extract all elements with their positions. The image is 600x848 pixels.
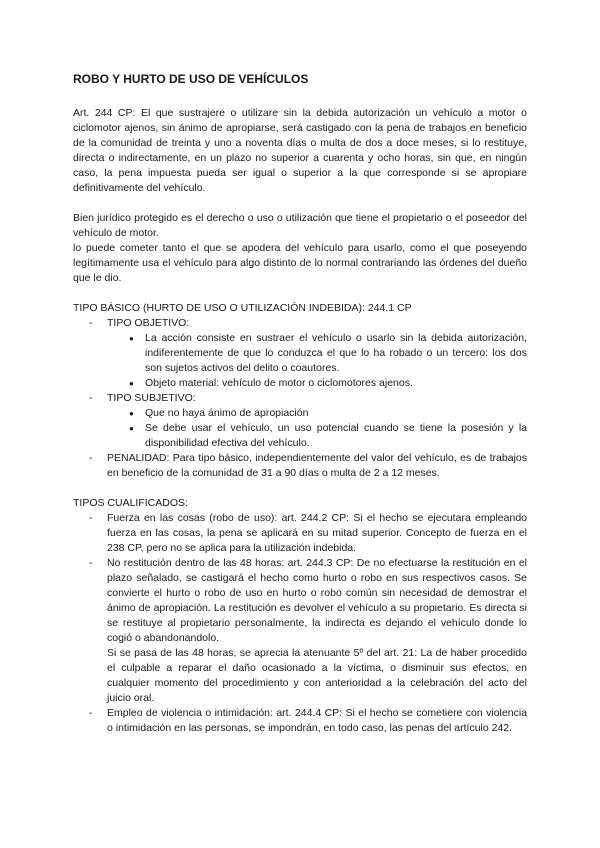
- no-restitucion-atenuante: Si se pasa de las 48 horas, se aprecia la atenuante 5º del art. 21: La de haber procedido el culpable a reparar el daño ocasionado a la víctima, o disminuir sus efectos, en cualquier momento del procedimiento y con anterioridad a la celebración del acto del juicio oral.: [107, 647, 527, 704]
- page-title: ROBO Y HURTO DE USO DE VEHÍCULOS: [73, 72, 309, 86]
- fuerza-item: - Fuerza en las cosas (robo de uso): art. 244.2 CP: Si el hecho se ejecutara empleando fuerza en las cosas, la pena se aplicará en su mitad superior. Concepto de fuerza en el 238 CP, pero no se aplica para la utilización indebida.: [73, 511, 527, 556]
- list-item: ● La acción consiste en sustraer el vehículo o usarlo sin la debida autorización, indiferentemente de que lo conduzca el que lo ha robado o un tercero: los dos son sujetos activos del delito o coautores.: [107, 331, 527, 376]
- tipo-subjetivo-bullets: [107, 406, 527, 451]
- violencia-item: - Empleo de violencia o intimidación: art. 244.4 CP: Si el hecho se cometiere con violencia o intimidación en las personas, se impondrán, en todo caso, las penas del artículo 242.: [73, 706, 527, 736]
- tipos-cualificados-heading: TIPOS CUALIFICADOS:: [73, 497, 188, 509]
- bien-juridico-paragraph: Bien jurídico protegido es el derecho o uso o utilización que tiene el propietario o el poseedor del vehículo de motor.: [73, 212, 527, 239]
- list-item: [73, 316, 527, 391]
- list-item: ● Que no haya ánimo de apropiación: [107, 406, 527, 421]
- tipos-cualificados-list: [73, 511, 527, 736]
- tipo-objetivo-label: TIPO OBJETIVO:: [107, 317, 190, 329]
- no-restitucion-item: [73, 556, 527, 706]
- list-item: ● Objeto material: vehículo de motor o ciclomotores ajenos.: [107, 376, 527, 391]
- tipo-objetivo-bullets: [107, 331, 527, 391]
- list-item: ● Se debe usar el vehículo, un uso potencial cuando se tiene la posesión y la disponibilidad efectiva del vehículo.: [107, 421, 527, 451]
- sujetos-paragraph: lo puede cometer tanto el que se apodera del vehículo para usarlo, como el que poseyendo legítimamente usa el vehículo para algo distinto de lo normal contrariando las órdenes del dueño que le dio.: [73, 242, 527, 284]
- no-restitucion-text: - No restitución dentro de las 48 horas: art. 244.3 CP: De no efectuarse la restitución en el plazo señalado, se castigará el hecho como hurto o robo en sus respectivos casos. Se convierte el hurto o robo de uso en hurto o robo común sin necesidad de demostrar el ánimo de apropiación. La restitución es devolver el vehículo a su propietario. Es directa si se restituye al propietario personalmente, la indirecta es dejando el vehículo donde lo cogió o abandonandolo.: [107, 557, 527, 644]
- article-244-paragraph: Art. 244 CP: El que sustrajere o utilizare sin la debida autorización un vehículo a motor o ciclomotor ajenos, sin ánimo de apropiarse, será castigado con la pena de trabajos en beneficio de la comunidad de treinta y uno a noventa días o multa de dos a doce meses, si lo restituye, directa o indirectamente, en un plazo no superior a cuarenta y ocho horas, sin que, en ningún caso, la pena impuesta pueda ser igual o superior a la que corresponde si se apropiare definitivamente del vehículo.: [73, 107, 527, 194]
- tipo-basico-heading: TIPO BÁSICO (HURTO DE USO O UTILIZACIÓN INDEBIDA): 244.1 CP: [73, 302, 412, 314]
- tipo-subjetivo-label: TIPO SUBJETIVO:: [107, 392, 196, 404]
- tipo-basico-list: [73, 316, 527, 481]
- penalidad-item: - PENALIDAD: Para tipo básico, independientemente del valor del vehículo, es de trabajos en beneficio de la comunidad de 31 a 90 días o multa de 2 a 12 meses.: [73, 451, 527, 481]
- list-item: [73, 391, 527, 451]
